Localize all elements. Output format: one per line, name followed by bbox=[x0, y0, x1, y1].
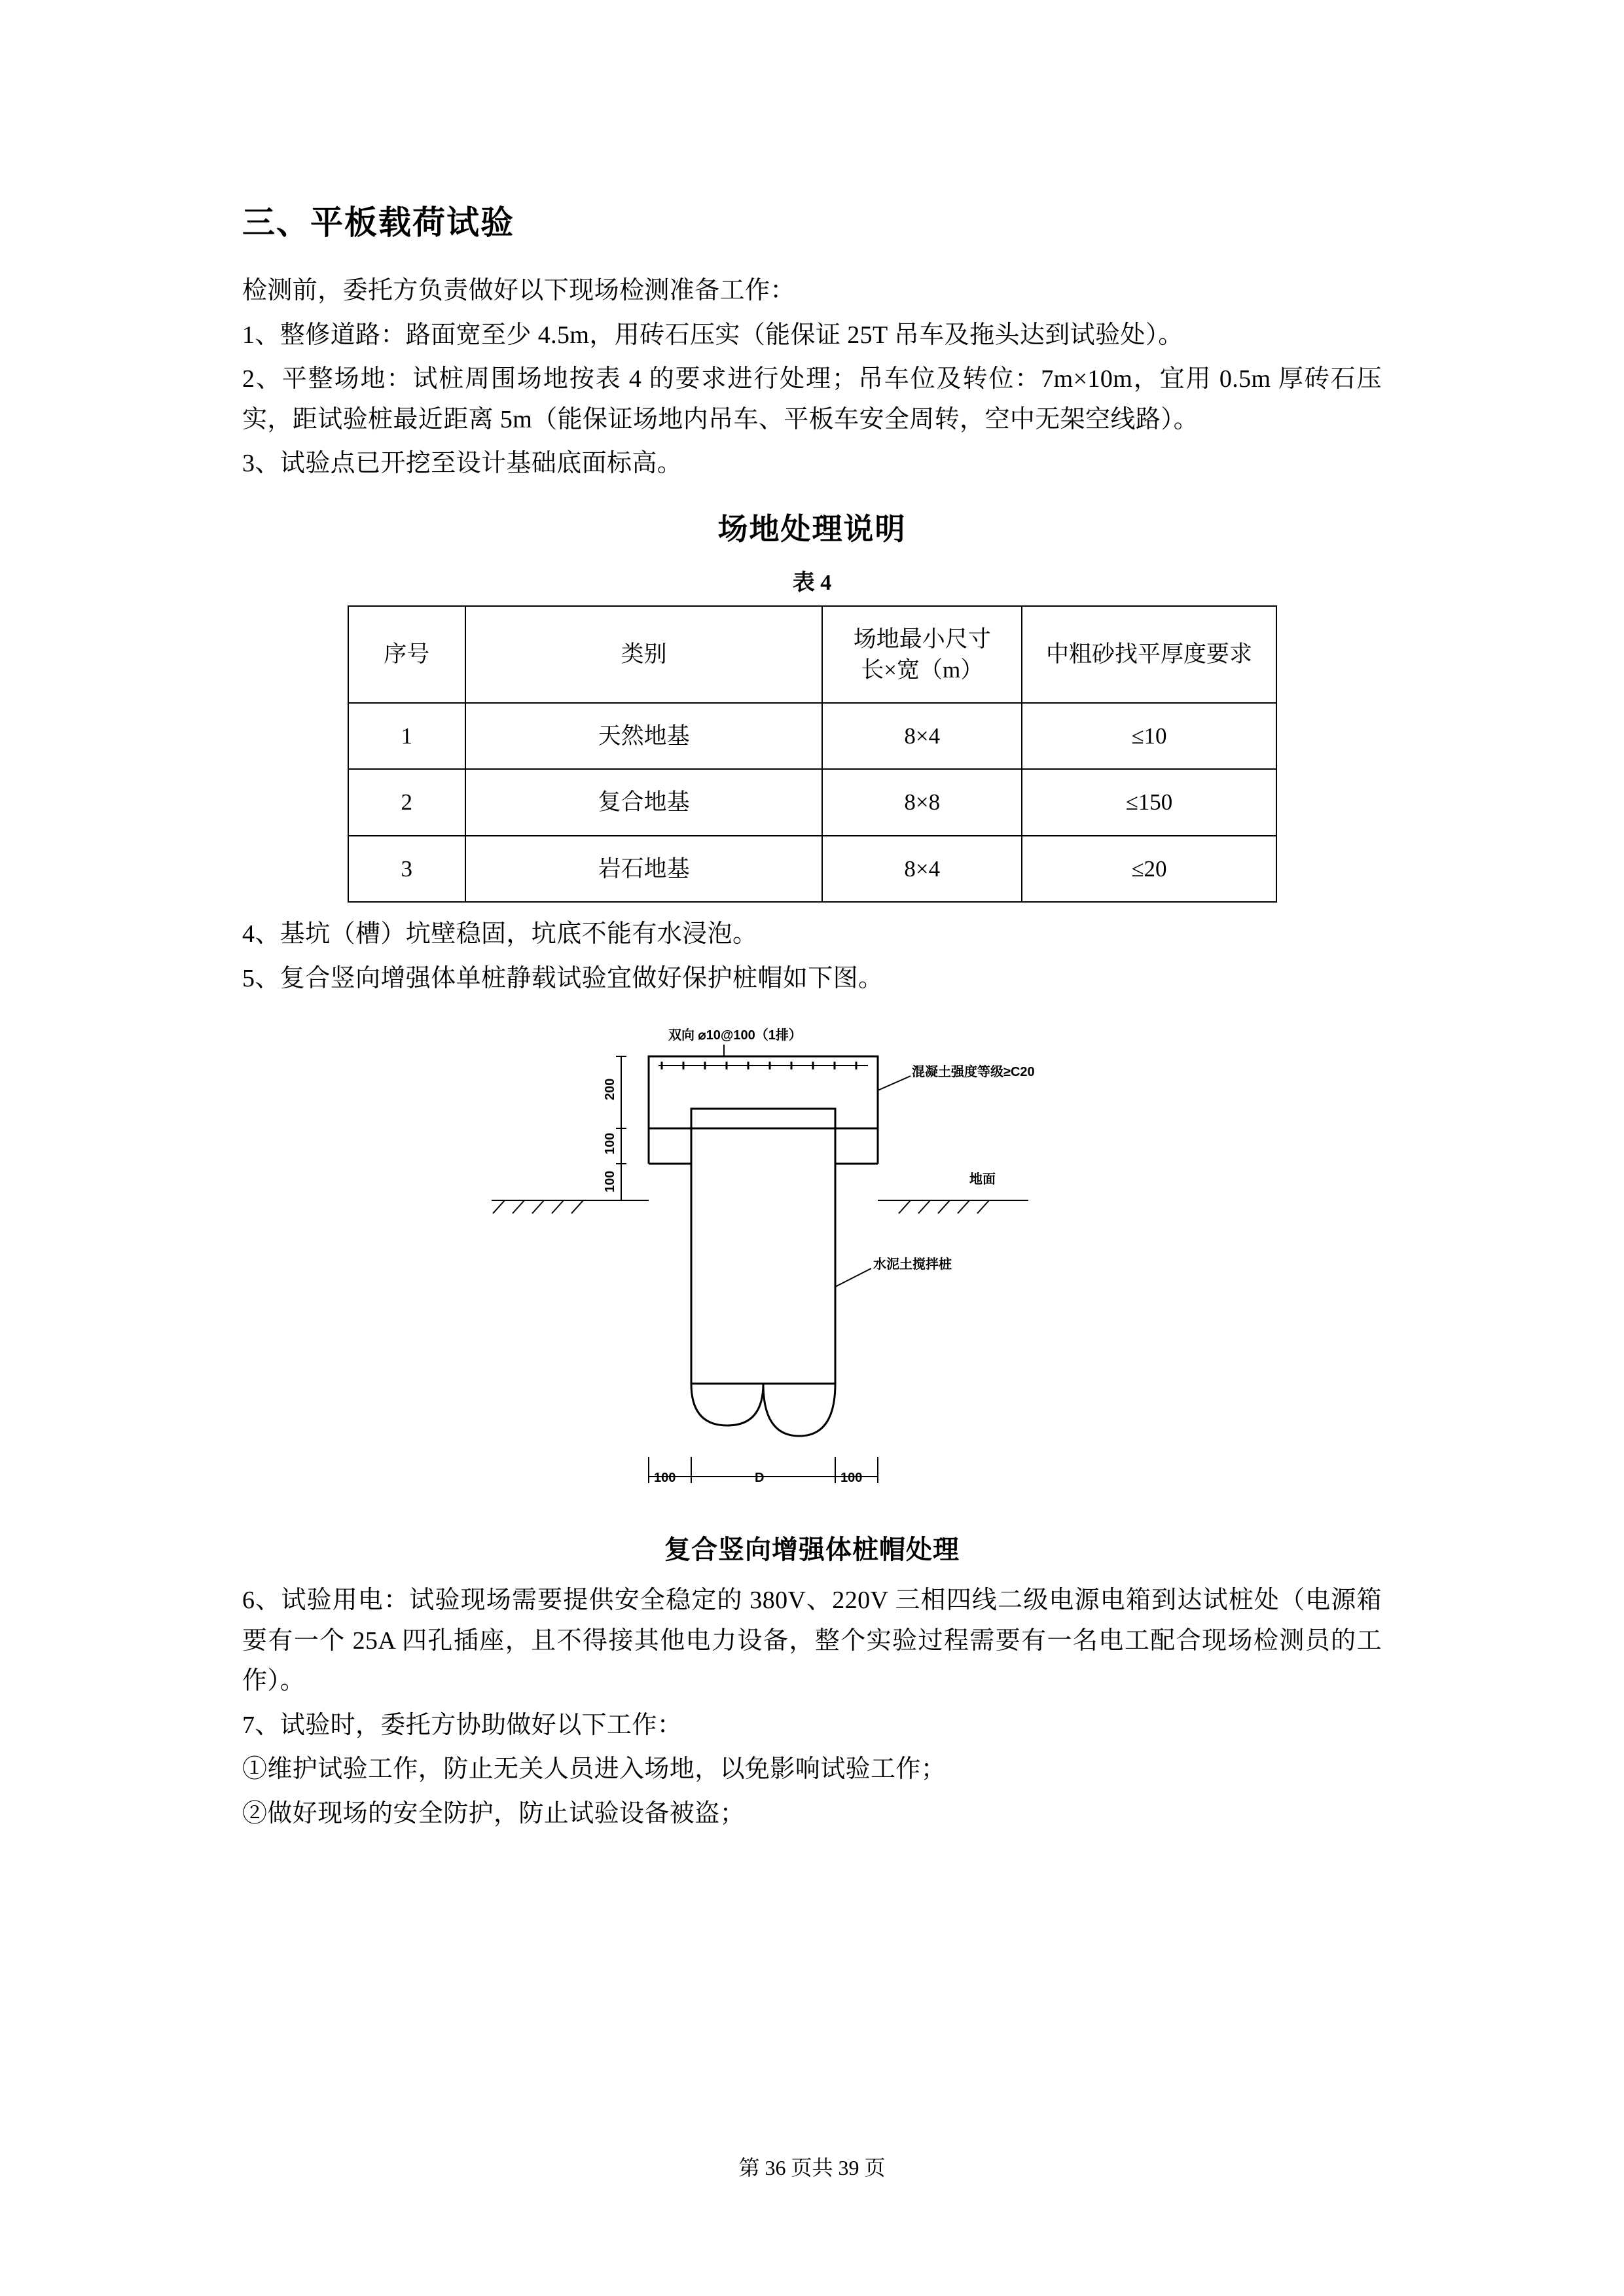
dim-D-label: D bbox=[754, 1471, 764, 1486]
table-header-cell: 类别 bbox=[465, 606, 822, 704]
list-item: 4、基坑（槽）坑壁稳固，坑底不能有水浸泡。 bbox=[242, 920, 758, 948]
table-header-row bbox=[348, 606, 1276, 704]
table-row bbox=[348, 703, 1276, 769]
table-header-cell: 序号 bbox=[348, 606, 466, 704]
table-cell: ≤150 bbox=[1022, 769, 1276, 835]
list-item: 3、试验点已开挖至设计基础底面标高。 bbox=[242, 450, 683, 478]
table-cell: 8×4 bbox=[822, 703, 1022, 769]
table-cell: 8×8 bbox=[822, 769, 1022, 835]
ground-label: 地面 bbox=[969, 1172, 996, 1187]
table-header-line1: 场地最小尺寸 bbox=[853, 626, 991, 652]
table-header-cell bbox=[822, 606, 1022, 704]
pile-cap-svg bbox=[452, 1025, 1172, 1522]
list-item: 7、试验时，委托方协助做好以下工作： bbox=[242, 1711, 683, 1739]
rebar-label: 双向 ⌀10@100（1排） bbox=[668, 1028, 802, 1043]
dim-right-100-label: 100 bbox=[840, 1471, 862, 1486]
table-cell: 岩石地基 bbox=[465, 836, 822, 902]
table-row bbox=[348, 769, 1276, 835]
intro-paragraph: 检测前，委托方负责做好以下现场检测准备工作： bbox=[242, 277, 795, 304]
list-item: 6、试验用电：试验现场需要提供安全稳定的 380V、220V 三相四线二级电源电箱到达试桩处（电源箱要有一个 25A 四孔插座，且不得接其他电力设备，整个实验过程需要有一名电工配合现场检测员的工作）。 bbox=[242, 1587, 1382, 1695]
table-title: 场地处理说明 bbox=[717, 512, 907, 546]
list-item: 2、平整场地：试桩周围场地按表 4 的要求进行处理；吊车位及转位：7m×10m，宜用 0.5m 厚砖石压实，距试验桩最近距离 5m（能保证场地内吊车、平板车安全周转，空中无架空线路）。 bbox=[242, 365, 1382, 433]
table-cell: 复合地基 bbox=[465, 769, 822, 835]
page-title: 三、平板载荷试验 bbox=[242, 204, 514, 241]
table-cell: 3 bbox=[348, 836, 466, 902]
list-item: 1、整修道路：路面宽至少 4.5m，用砖石压实（能保证 25T 吊车及拖头达到试验处）。 bbox=[242, 321, 1183, 349]
dim-200-label: 200 bbox=[602, 1078, 617, 1101]
table-row bbox=[348, 836, 1276, 902]
list-item: 5、复合竖向增强体单桩静载试验宜做好保护桩帽如下图。 bbox=[242, 964, 884, 992]
concrete-grade-label: 混凝土强度等级≥C20 bbox=[911, 1065, 1035, 1080]
table-header-cell: 中粗砂找平厚度要求 bbox=[1022, 606, 1276, 704]
table-header-line2: 长×宽（m） bbox=[861, 656, 984, 683]
dim-100-a-label: 100 bbox=[602, 1132, 617, 1155]
table-cell: ≤10 bbox=[1022, 703, 1276, 769]
page-footer: 第 36 页共 39 页 bbox=[738, 2156, 886, 2179]
dim-left-100-label: 100 bbox=[653, 1471, 676, 1486]
site-treatment-table bbox=[348, 605, 1277, 903]
dim-100-b-label: 100 bbox=[602, 1170, 617, 1193]
table-caption: 表 4 bbox=[792, 570, 832, 595]
table-cell: 8×4 bbox=[822, 836, 1022, 902]
list-item: ②做好现场的安全防护，防止试验设备被盗； bbox=[242, 1799, 746, 1827]
list-item: ①维护试验工作，防止无关人员进入场地，以免影响试验工作； bbox=[242, 1755, 947, 1784]
table-cell: ≤20 bbox=[1022, 836, 1276, 902]
table-cell: 2 bbox=[348, 769, 466, 835]
table-cell: 天然地基 bbox=[465, 703, 822, 769]
figure-caption: 复合竖向增强体桩帽处理 bbox=[664, 1535, 960, 1565]
pile-label: 水泥土搅拌桩 bbox=[873, 1257, 952, 1272]
pile-cap-diagram bbox=[242, 1025, 1382, 1522]
table-cell: 1 bbox=[348, 703, 466, 769]
